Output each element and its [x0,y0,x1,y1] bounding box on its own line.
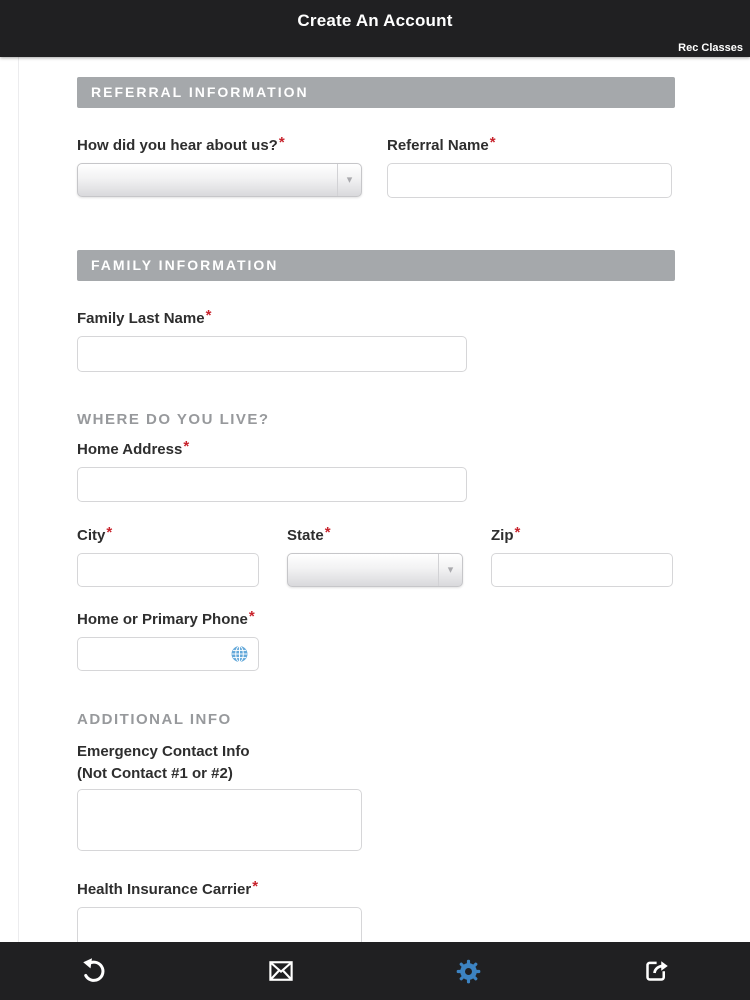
insurance-label: Health Insurance Carrier* [77,878,259,898]
referral-name-field [387,134,672,198]
phone-field [77,608,675,671]
required-asterisk: * [324,524,331,541]
referral-fields-row [77,134,675,198]
pane-divider [18,57,19,942]
emergency-contact-label: Emergency Contact Info (Not Contact #1 or #2) [77,743,250,782]
select-arrow-zone [337,164,361,196]
share-button[interactable] [563,942,750,1000]
emergency-contact-field [77,741,675,851]
referral-name-label: Referral Name* [387,134,496,154]
city-label: City* [77,524,113,544]
mail-icon [266,956,296,986]
city-input[interactable] [77,553,259,587]
required-asterisk: * [205,307,212,324]
home-address-input[interactable] [77,467,467,502]
emergency-contact-textarea[interactable] [77,789,362,851]
select-arrow-zone [438,554,462,586]
form-scroll-area[interactable] [0,57,750,942]
family-last-name-label: Family Last Name* [77,307,212,327]
family-last-name-input[interactable] [77,336,467,372]
page-title: Create An Account [297,11,453,30]
undo-button[interactable] [0,942,188,1000]
required-asterisk: * [489,134,496,151]
chevron-down-icon: ▾ [447,563,454,576]
insurance-input[interactable] [77,907,362,942]
undo-icon [79,956,109,986]
hear-about-label: How did you hear about us?* [77,134,285,154]
required-asterisk: * [106,524,113,541]
bottom-toolbar [0,942,750,1000]
zip-input[interactable] [491,553,673,587]
zip-label: Zip* [491,524,521,544]
city-field [77,524,259,587]
top-nav-bar [0,0,750,57]
hear-about-select[interactable] [77,163,362,197]
mail-button[interactable] [188,942,376,1000]
share-icon [641,956,671,986]
home-address-field [77,438,675,502]
state-field [287,524,463,587]
phone-input-wrap [77,637,259,671]
family-last-name-field [77,307,675,372]
required-asterisk: * [278,134,285,151]
phone-label: Home or Primary Phone* [77,608,255,628]
zip-field [491,524,673,587]
required-asterisk: * [183,438,190,455]
hear-about-field [77,134,362,198]
context-label: Rec Classes [678,42,743,54]
chevron-down-icon: ▾ [346,173,353,186]
state-selected-value [298,554,432,586]
state-label: State* [287,524,331,544]
home-address-label: Home Address* [77,438,190,458]
required-asterisk: * [248,608,255,625]
required-asterisk: * [252,878,259,895]
gear-icon [455,958,482,985]
settings-button[interactable] [375,942,563,1000]
subsection-header-where-do-you-live: WHERE DO YOU LIVE? [77,411,270,428]
section-header-referral-information: REFERRAL INFORMATION [77,77,675,108]
hear-about-selected-value [88,164,331,196]
city-state-zip-row [77,524,675,587]
subsection-header-additional-info: ADDITIONAL INFO [77,711,232,728]
state-select[interactable] [287,553,463,587]
referral-name-input[interactable] [387,163,672,198]
required-asterisk: * [514,524,521,541]
section-header-family-information: FAMILY INFORMATION [77,250,675,281]
insurance-field [77,878,675,942]
phone-input[interactable] [77,637,259,671]
